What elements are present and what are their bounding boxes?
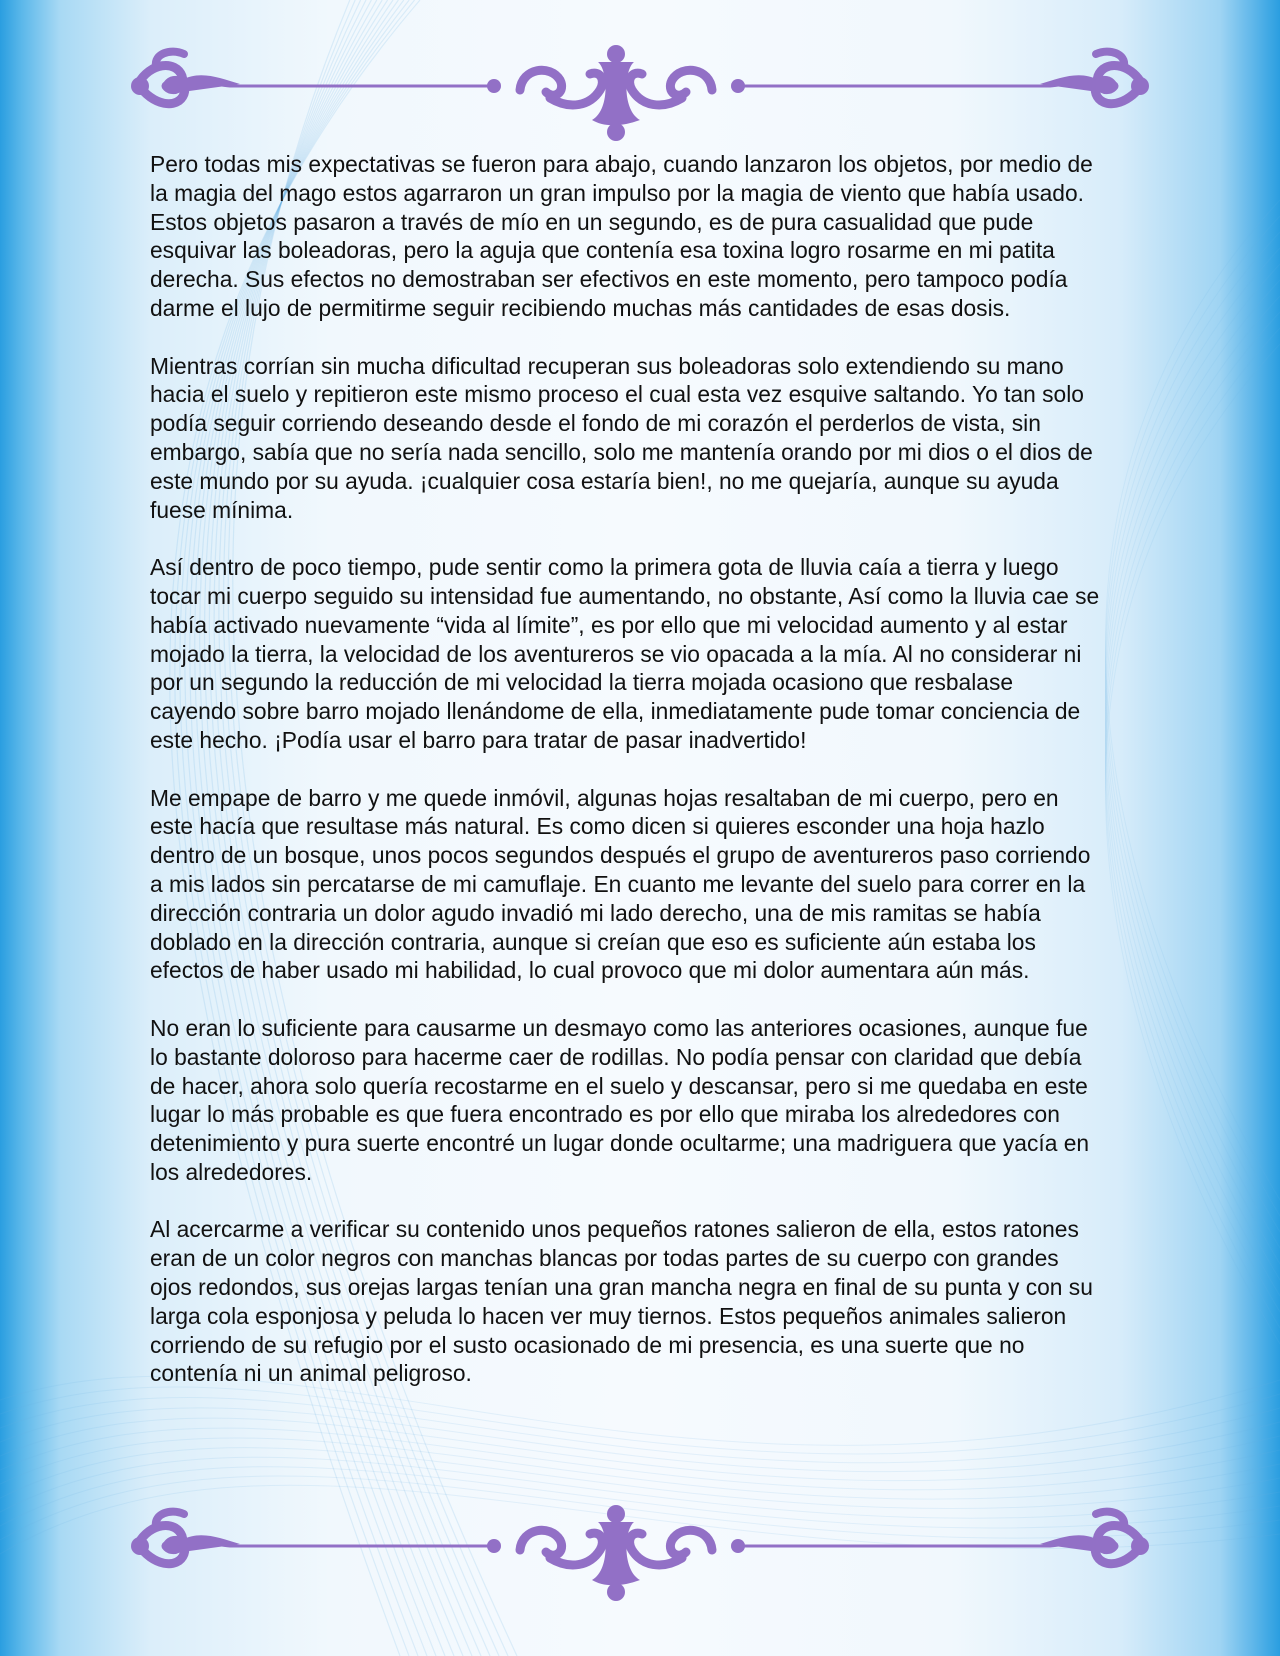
flourish-divider-icon [130,1500,1150,1610]
paragraph: Al acercarme a verificar su contenido unos pequeños ratones salieron de ella, estos ratones eran de un color negros con manchas blancas por todas partes de su cuerpo con grandes ojos redondos, sus orejas largas tenían una gran mancha negra en final de su punta y con su larga cola esponjosa y peluda lo hacen ver muy tiernos. Estos pequeños animales salieron corriendo de su refugio por el susto ocasionado de mi presencia, es una suerte que no contenía ni un animal peligroso. [150,1216,1093,1387]
paragraph: Mientras corrían sin mucha dificultad recuperan sus boleadoras solo extendiendo su mano hacia el suelo y repitieron este mismo proceso el cual esta vez esquive saltando. Yo tan solo podía seguir corriendo deseando desde el fondo de mi corazón el perderlos de vista, sin embargo, sabía que no sería nada sencillo, solo me mantenía orando por mi dios o el dios de este mundo por su ayuda. ¡cualquier cosa estaría bien!, no me quejaría, aunque su ayuda fuese mínima. [150,352,1093,523]
story-text [150,150,1100,1417]
flourish-divider-icon [130,40,1150,150]
paragraph: No eran lo suficiente para causarme un desmayo como las anteriores ocasiones, aunque fue lo bastante doloroso para hacerme caer de rodillas. No podía pensar con claridad que debía de hacer, ahora solo quería recostarme en el suelo y descansar, pero si me quedaba en este lugar lo más probable es que fuera encontrado es por ello que miraba los alrededores con detenimiento y pura suerte encontré un lugar donde ocultarme; una madriguera que yacía en los alrededores. [150,1014,1090,1185]
paragraph: Me empape de barro y me quede inmóvil, algunas hojas resaltaban de mi cuerpo, pero en este hacía que resultase más natural. Es como dicen si quieres esconder una hoja hazlo dentro de un bosque, unos pocos segundos después el grupo de aventureros paso corriendo a mis lados sin percatarse de mi camuflaje. En cuanto me levante del suelo para correr en la dirección contraria un dolor agudo invadió mi lado derecho, una de mis ramitas se había doblado en la dirección contraria, aunque si creían que eso es suficiente aún estaba los efectos de haber usado mi habilidad, lo cual provoco que mi dolor aumentara aún más. [150,784,1091,984]
paragraph: Así dentro de poco tiempo, pude sentir como la primera gota de lluvia caía a tierra y luego tocar mi cuerpo seguido su intensidad fue aumentando, no obstante, Así como la lluvia cae se había activado nuevamente “vida al límite”, es por ello que mi velocidad aumento y al estar mojado la tierra, la velocidad de los aventureros se vio opacada a la mía. Al no considerar ni por un segundo la reducción de mi velocidad la tierra mojada ocasiono que resbalase cayendo sobre barro mojado llenándome de ella, inmediatamente pude tomar conciencia de este hecho. ¡Podía usar el barro para tratar de pasar inadvertido! [150,554,1100,753]
paragraph: Pero todas mis expectativas se fueron para abajo, cuando lanzaron los objetos, por medio de la magia del mago estos agarraron un gran impulso por la magia de viento que había usado. Estos objetos pasaron a través de mío en un segundo, es de pura casualidad que pude esquivar las boleadoras, pero la aguja que contenía esa toxina logro rosarme en mi patita derecha. Sus efectos no demostraban ser efectivos en este momento, pero tampoco podía darme el lujo de permitirme seguir recibiendo muchas más cantidades de esas dosis. [150,151,1093,321]
